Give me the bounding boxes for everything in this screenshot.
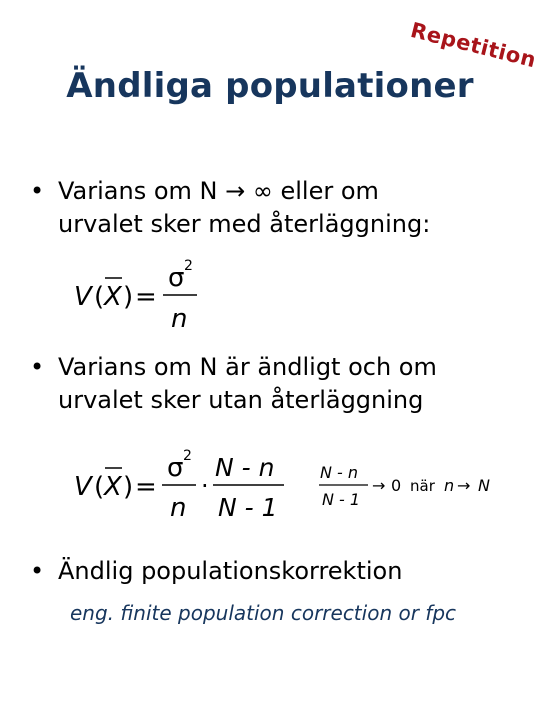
formula-symbol: N - n [215, 453, 275, 482]
formula-symbol: → [457, 476, 471, 495]
variance-formula-without-replacement [70, 448, 290, 524]
formula-symbol: → [372, 476, 386, 495]
formula-symbol: ( [94, 472, 105, 502]
bullet-marker: • [30, 557, 45, 585]
bullet-line: Ändlig populationskorrektion [58, 557, 403, 585]
bullet-line: urvalet sker med återläggning: [58, 210, 431, 238]
bullet-marker: • [30, 177, 45, 205]
repetition-badge: Repetition [408, 18, 539, 73]
formula-symbol: n [170, 493, 187, 523]
bullet-marker: • [30, 353, 45, 381]
formula-symbol: 2 [183, 448, 192, 464]
fpc-limit-formula [316, 456, 506, 512]
bullet-line: Varians om N är ändligt och om [58, 353, 437, 381]
bullet-variance-infinite [30, 175, 520, 241]
bullet-line: Varians om N → ∞ eller om [58, 177, 379, 205]
formula-symbol: X [104, 282, 122, 312]
formula-symbol: V [74, 472, 92, 502]
formula-symbol: V [74, 282, 92, 312]
slide-title: Ändliga populationer [66, 66, 474, 106]
formula-symbol: N [478, 476, 490, 495]
formula-symbol: X [104, 472, 122, 502]
formula-symbol: 2 [184, 258, 193, 274]
formula-symbol: = [135, 472, 157, 502]
formula-symbol: = [135, 282, 157, 312]
formula-symbol: N - 1 [322, 490, 361, 509]
formula-symbol: 0 [391, 476, 402, 495]
variance-formula-with-replacement [70, 256, 210, 332]
formula-symbol: σ [168, 263, 185, 293]
formula-symbol: σ [167, 453, 184, 483]
formula-symbol: N - 1 [218, 493, 278, 522]
formula-symbol: N - n [320, 463, 359, 482]
formula-symbol: ) [123, 282, 134, 312]
formula-symbol: ( [94, 282, 105, 312]
formula-symbol: n [171, 304, 188, 334]
bullet-line: urvalet sker utan återläggning [58, 386, 424, 414]
english-term-note: eng. finite population correction or fpc [70, 601, 457, 625]
formula-symbol: när [410, 477, 435, 495]
formula-symbol: · [201, 472, 209, 500]
formula-symbol: n [444, 476, 455, 495]
bullet-variance-finite [30, 351, 520, 417]
bullet-fpc [30, 555, 520, 588]
formula-symbol: ) [123, 472, 134, 502]
